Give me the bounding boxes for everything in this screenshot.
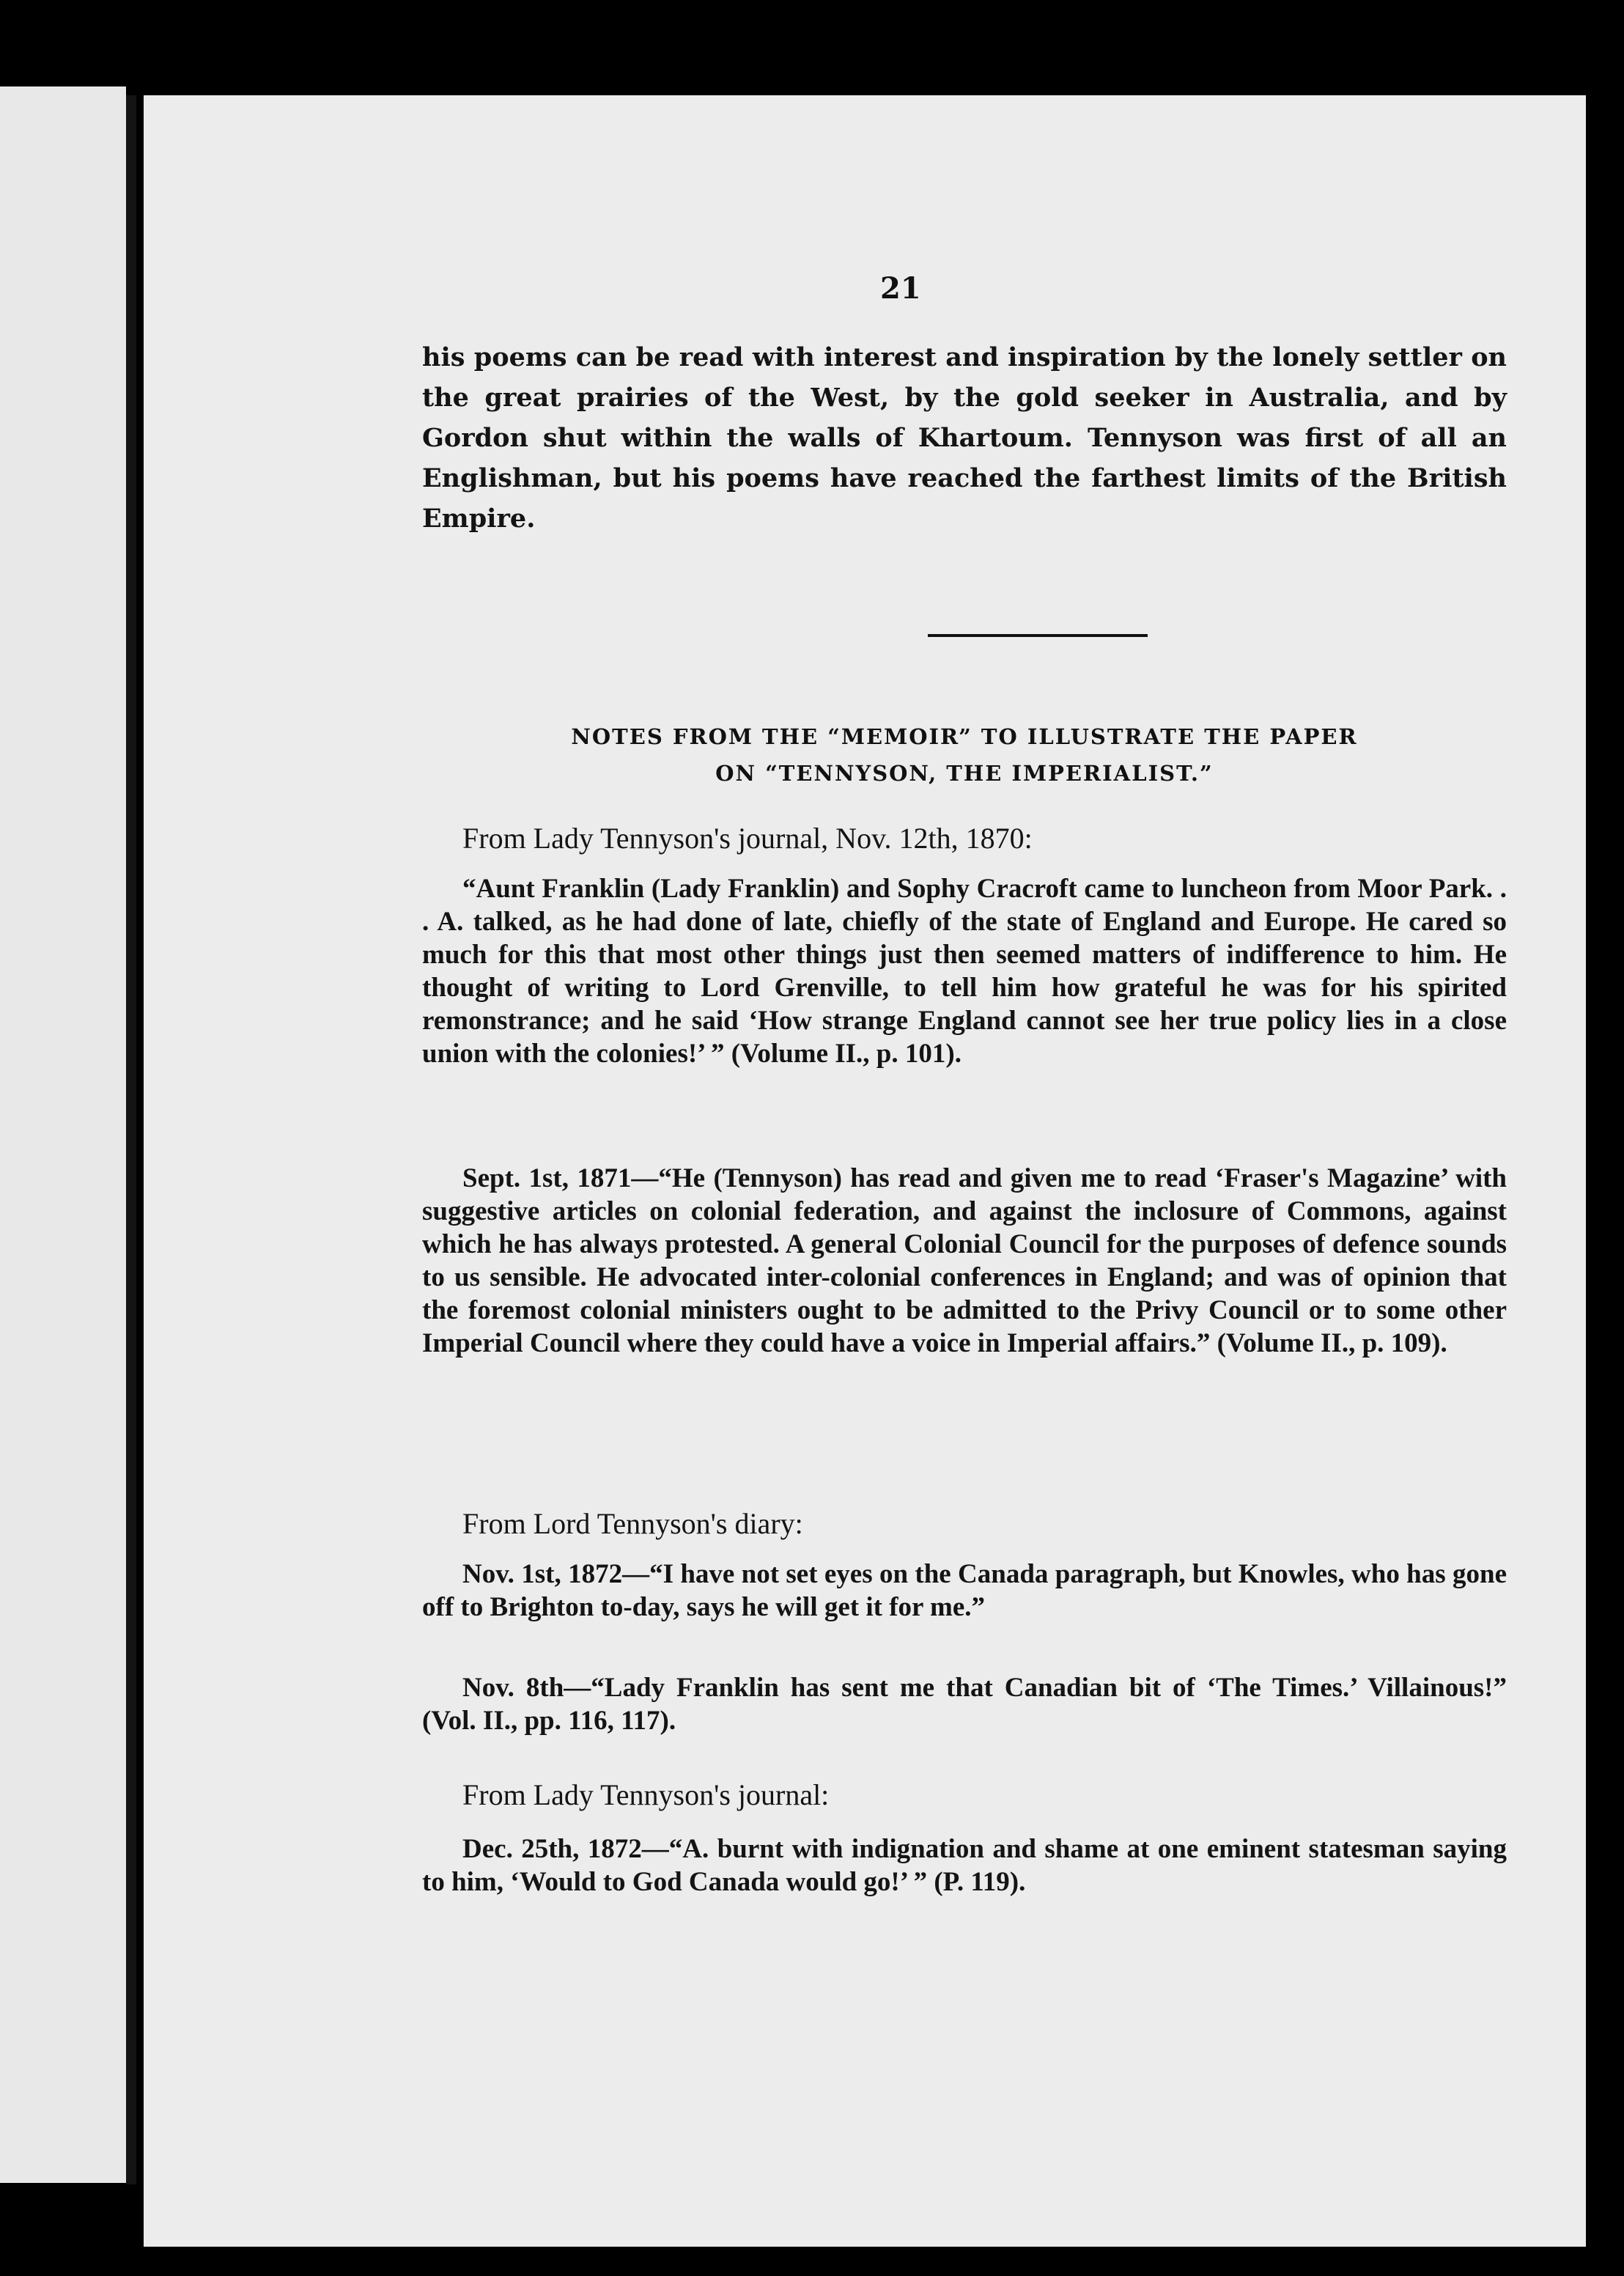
entry-nov-8th-1872: Nov. 8th—“Lady Franklin has sent me that Canadian bit of ‘The Times.’ Villainous!” (Vol. II., pp. 116, 117). xyxy=(422,1673,1507,1736)
journal-intro-1870: From Lady Tennyson's journal, Nov. 12th, 1870: xyxy=(462,822,1033,855)
notes-heading-line-2: ON “TENNYSON, THE IMPERIALIST.” xyxy=(715,761,1214,786)
entry-nov-1st-1872: Nov. 1st, 1872—“I have not set eyes on the Canada paragraph, but Knowles, who has gone off to Brighton to-day, says he will get it for me.” xyxy=(422,1559,1507,1622)
adjacent-page-edge xyxy=(0,86,126,2183)
page-gutter xyxy=(126,95,136,2184)
diary-intro: From Lord Tennyson's diary: xyxy=(462,1507,803,1540)
entry-nov-1870: “Aunt Franklin (Lady Franklin) and Sophy Cracroft came to luncheon from Moor Park. . . A. talked, as he had done of late, chiefly of the state of England and Europe. He cared so much for this that most other things just then seemed matters of indifference to him. He thought of writing to Lord Grenville, to tell him how grateful he was for his spirited remonstrance; and he said ‘How strange England cannot see her true policy lies in a close union with the colonies!’ ” (Volume II., p. 101). xyxy=(422,874,1507,1069)
notes-heading-line-1: NOTES FROM THE “MEMOIR” TO ILLUSTRATE THE PAPER xyxy=(571,724,1358,749)
section-divider xyxy=(928,634,1148,637)
document-page xyxy=(144,95,1586,2247)
entry-dec-1872: Dec. 25th, 1872—“A. burnt with indignation and shame at one eminent statesman saying to him, ‘Would to God Canada would go!’ ” (P. 119). xyxy=(422,1834,1507,1897)
page-number: 21 xyxy=(880,271,921,306)
entry-sept-1871: Sept. 1st, 1871—“He (Tennyson) has read and given me to read ‘Fraser's Magazine’ with suggestive articles on colonial federation, and against the inclosure of Commons, against which he has always protested. A general Colonial Council for the purposes of defence sounds to us sensible. He advocated inter-colonial conferences in England; and was of opinion that the foremost colonial ministers ought to be admitted to the Privy Council or to some other Imperial Council where they could have a voice in Imperial affairs.” (Volume II., p. 109). xyxy=(422,1163,1507,1358)
journal-intro-1872: From Lady Tennyson's journal: xyxy=(462,1778,830,1811)
opening-paragraph: his poems can be read with interest and inspiration by the lonely settler on the great prairies of the West, by the gold seeker in Australia, and by Gordon shut within the walls of Khartoum. Tennyson was first of all an Englishman, but his poems have reached the farthest limits of the British Empire. xyxy=(422,342,1507,534)
